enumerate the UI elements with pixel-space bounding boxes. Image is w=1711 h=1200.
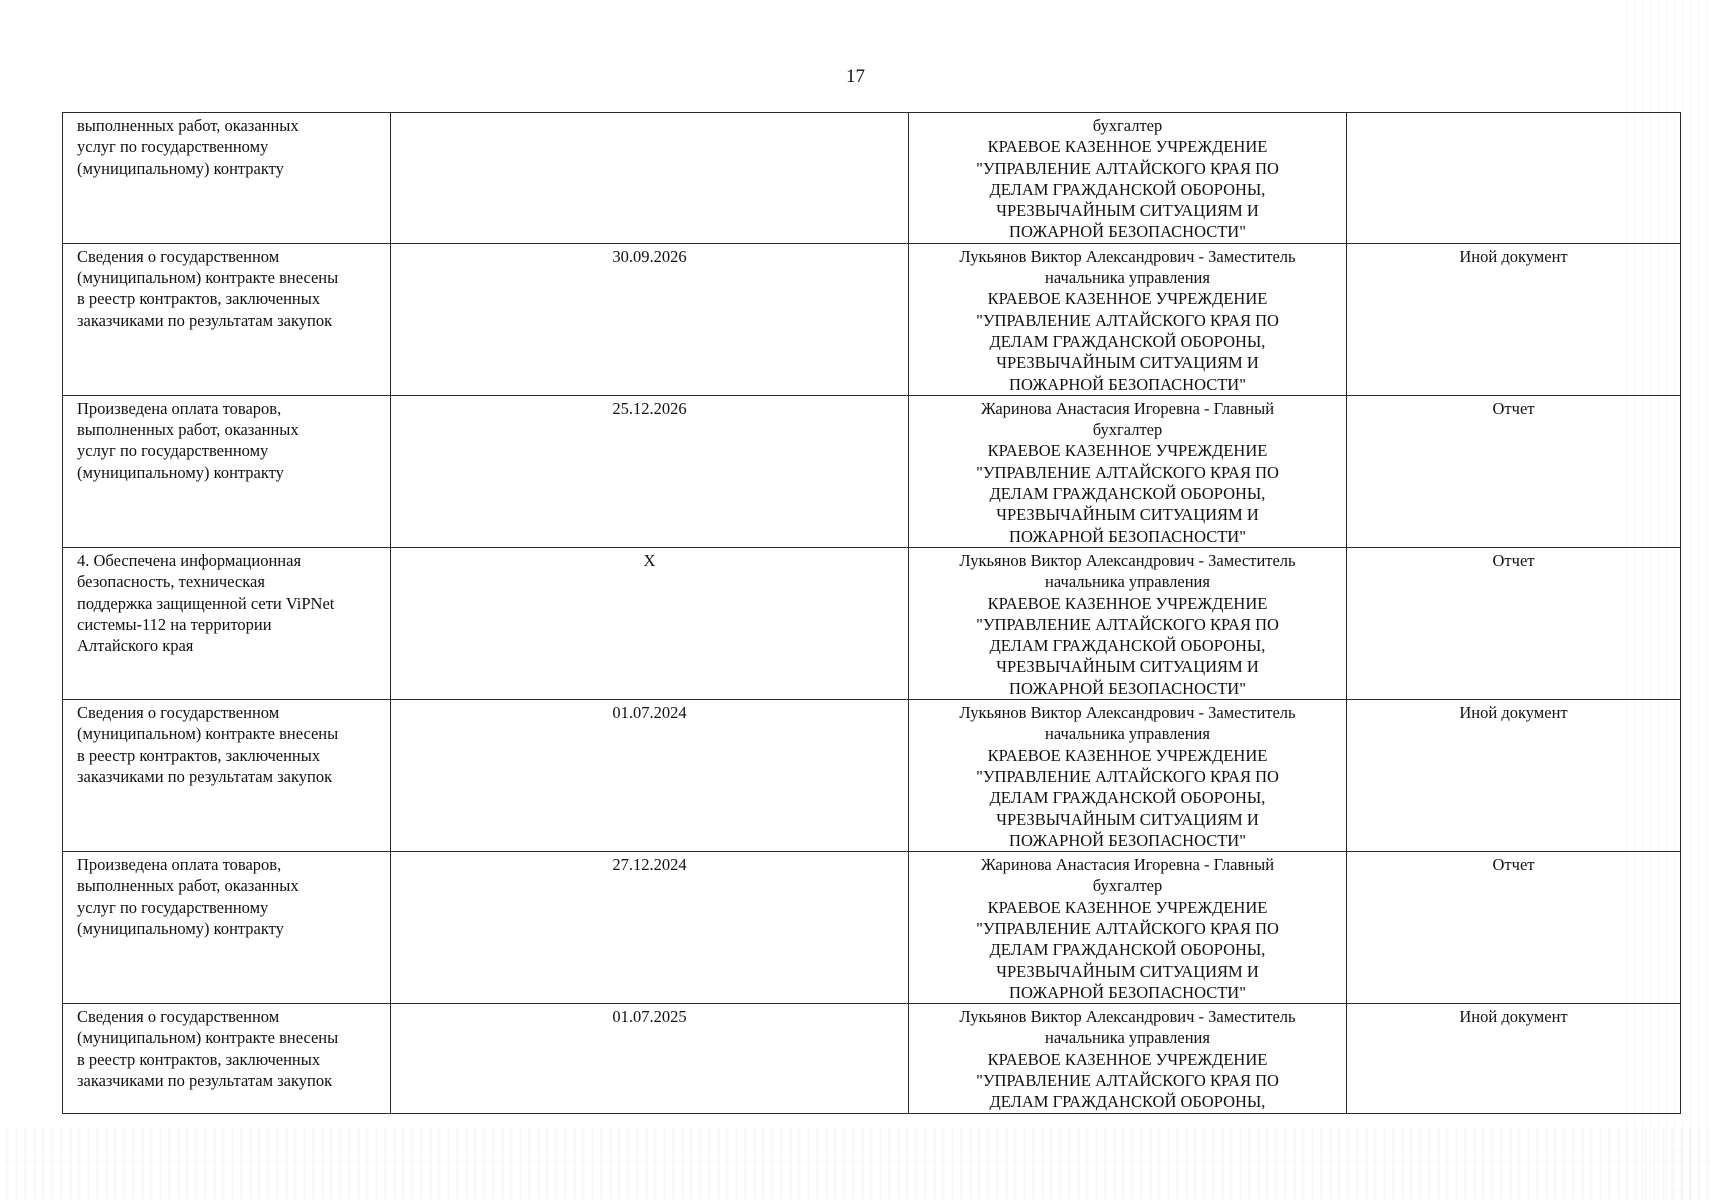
document-type-cell: Отчет <box>1347 547 1681 699</box>
responsible-person: Жаринова Анастасия Игоревна - Главный бухгалтер <box>980 855 1275 896</box>
responsible-org: КРАЕВОЕ КАЗЕННОЕ УЧРЕЖДЕНИЕ "УПРАВЛЕНИЕ АЛТАЙСКОГО КРАЯ ПО ДЕЛАМ ГРАЖДАНСКОЙ ОБОРОНЫ, ЧРЕЗВЫЧАЙНЫМ СИТУАЦИЯМ И ПОЖАРНОЙ БЕЗОПАСНОСТИ" <box>976 745 1279 850</box>
page-number: 17 <box>846 66 865 87</box>
document-type-cell: Иной документ <box>1347 243 1681 395</box>
date-cell: 27.12.2024 <box>391 852 909 1004</box>
event-cell: Сведения о государственном (муниципальном) контракте внесены в реестр контрактов, заключенных заказчиками по результатам закупок <box>63 700 391 852</box>
date-cell: 01.07.2025 <box>391 1004 909 1113</box>
table-row <box>63 852 1681 1004</box>
responsible-org: КРАЕВОЕ КАЗЕННОЕ УЧРЕЖДЕНИЕ "УПРАВЛЕНИЕ АЛТАЙСКОГО КРАЯ ПО ДЕЛАМ ГРАЖДАНСКОЙ ОБОРОНЫ, ЧРЕЗВЫЧАЙНЫМ СИТУАЦИЯМ И ПОЖАРНОЙ БЕЗОПАСНОСТИ" <box>976 441 1279 546</box>
date-cell <box>391 113 909 244</box>
activities-table <box>62 112 1681 1114</box>
event-cell: 4. Обеспечена информационная безопасность, техническая поддержка защищенной сети ViPNet системы-112 на территории Алтайского края <box>63 547 391 699</box>
responsible-cell <box>909 1004 1347 1113</box>
date-cell: 30.09.2026 <box>391 243 909 395</box>
responsible-person: Лукьянов Виктор Александрович - Заместитель начальника управления <box>959 1007 1296 1048</box>
document-type-cell: Отчет <box>1347 395 1681 547</box>
responsible-person: Лукьянов Виктор Александрович - Заместитель начальника управления <box>959 246 1296 288</box>
scan-noise-bottom <box>0 1128 1711 1200</box>
table-row <box>63 700 1681 852</box>
event-cell: Произведена оплата товаров, выполненных работ, оказанных услуг по государственному (муниципальному) контракту <box>63 852 391 1004</box>
document-type-cell: Иной документ <box>1347 1004 1681 1113</box>
table-row <box>63 547 1681 699</box>
responsible-org: КРАЕВОЕ КАЗЕННОЕ УЧРЕЖДЕНИЕ "УПРАВЛЕНИЕ АЛТАЙСКОГО КРАЯ ПО ДЕЛАМ ГРАЖДАНСКОЙ ОБОРОНЫ, ЧРЕЗВЫЧАЙНЫМ СИТУАЦИЯМ И ПОЖАРНОЙ БЕЗОПАСНОСТИ" <box>976 137 1279 242</box>
responsible-org: КРАЕВОЕ КАЗЕННОЕ УЧРЕЖДЕНИЕ "УПРАВЛЕНИЕ АЛТАЙСКОГО КРАЯ ПО ДЕЛАМ ГРАЖДАНСКОЙ ОБОРОНЫ, ЧРЕЗВЫЧАЙНЫМ СИТУАЦИЯМ И ПОЖАРНОЙ БЕЗОПАСНОСТИ" <box>976 289 1279 394</box>
event-cell: выполненных работ, оказанных услуг по государственному (муниципальному) контракту <box>63 113 391 244</box>
document-type-cell <box>1347 113 1681 244</box>
responsible-cell <box>909 243 1347 395</box>
document-type-cell: Иной документ <box>1347 700 1681 852</box>
table-row <box>63 113 1681 244</box>
table-row <box>63 1004 1681 1113</box>
event-cell: Сведения о государственном (муниципальном) контракте внесены в реестр контрактов, заключенных заказчиками по результатам закупок <box>63 1004 391 1113</box>
responsible-cell <box>909 852 1347 1004</box>
responsible-org: КРАЕВОЕ КАЗЕННОЕ УЧРЕЖДЕНИЕ "УПРАВЛЕНИЕ АЛТАЙСКОГО КРАЯ ПО ДЕЛАМ ГРАЖДАНСКОЙ ОБОРОНЫ, ЧРЕЗВЫЧАЙНЫМ СИТУАЦИЯМ И ПОЖАРНОЙ БЕЗОПАСНОСТИ" <box>976 897 1279 1002</box>
table-row <box>63 243 1681 395</box>
responsible-cell <box>909 547 1347 699</box>
responsible-person: бухгалтер <box>1092 116 1163 135</box>
date-cell: 01.07.2024 <box>391 700 909 852</box>
date-cell: 25.12.2026 <box>391 395 909 547</box>
responsible-cell <box>909 700 1347 852</box>
event-cell: Сведения о государственном (муниципальном) контракте внесены в реестр контрактов, заключенных заказчиками по результатам закупок <box>63 243 391 395</box>
responsible-person: Лукьянов Виктор Александрович - Заместитель начальника управления <box>959 703 1296 744</box>
responsible-org: КРАЕВОЕ КАЗЕННОЕ УЧРЕЖДЕНИЕ "УПРАВЛЕНИЕ АЛТАЙСКОГО КРАЯ ПО ДЕЛАМ ГРАЖДАНСКОЙ ОБОРОНЫ, <box>976 1049 1279 1112</box>
responsible-person: Жаринова Анастасия Игоревна - Главный бухгалтер <box>980 398 1275 440</box>
responsible-person: Лукьянов Виктор Александрович - Заместитель начальника управления <box>959 550 1296 592</box>
document-type-cell: Отчет <box>1347 852 1681 1004</box>
responsible-cell <box>909 113 1347 244</box>
date-cell: X <box>391 547 909 699</box>
responsible-org: КРАЕВОЕ КАЗЕННОЕ УЧРЕЖДЕНИЕ "УПРАВЛЕНИЕ АЛТАЙСКОГО КРАЯ ПО ДЕЛАМ ГРАЖДАНСКОЙ ОБОРОНЫ, ЧРЕЗВЫЧАЙНЫМ СИТУАЦИЯМ И ПОЖАРНОЙ БЕЗОПАСНОСТИ" <box>976 593 1279 698</box>
table-row <box>63 395 1681 547</box>
responsible-cell <box>909 395 1347 547</box>
event-cell: Произведена оплата товаров, выполненных работ, оказанных услуг по государственному (муниципальному) контракту <box>63 395 391 547</box>
